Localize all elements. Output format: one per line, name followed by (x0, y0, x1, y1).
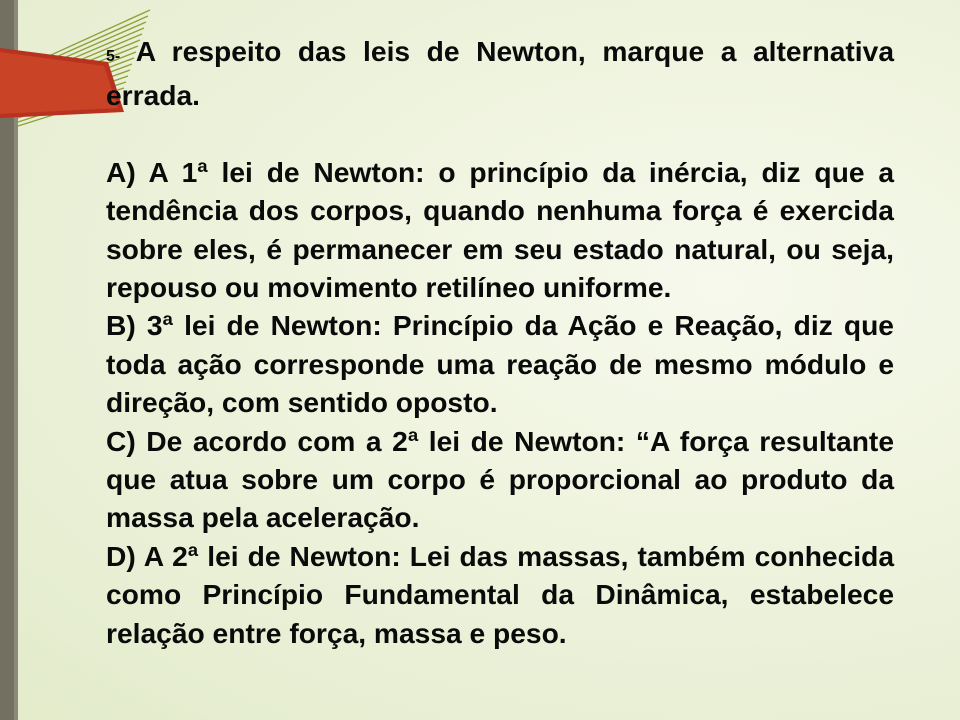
option-d: D) A 2ª lei de Newton: Lei das massas, também conhecida como Princípio Fundamental da Dinâmica, estabelece relação entre força, massa e peso. (106, 539, 894, 649)
option-c: C) De acordo com a 2ª lei de Newton: “A força resultante que atua sobre um corpo é proporcional ao produto da massa pela aceleração. (106, 424, 894, 534)
option-b: B) 3ª lei de Newton: Princípio da Ação e Reação, diz que toda ação corresponde uma reação de mesmo módulo e direção, com sentido oposto. (106, 309, 894, 419)
question-stem (106, 32, 894, 115)
spacer (106, 115, 894, 153)
question-text-block (106, 32, 894, 652)
question-number: 5- (106, 48, 121, 65)
option-a: A) A 1ª lei de Newton: o princípio da inércia, diz que a tendência dos corpos, quando nenhuma força é exercida sobre eles, é permanecer em seu estado natural, ou seja, repouso ou movimento retilíneo uniforme. (106, 155, 894, 304)
question-stem-text: A respeito das leis de Newton, marque a alternativa errada. (106, 35, 894, 112)
